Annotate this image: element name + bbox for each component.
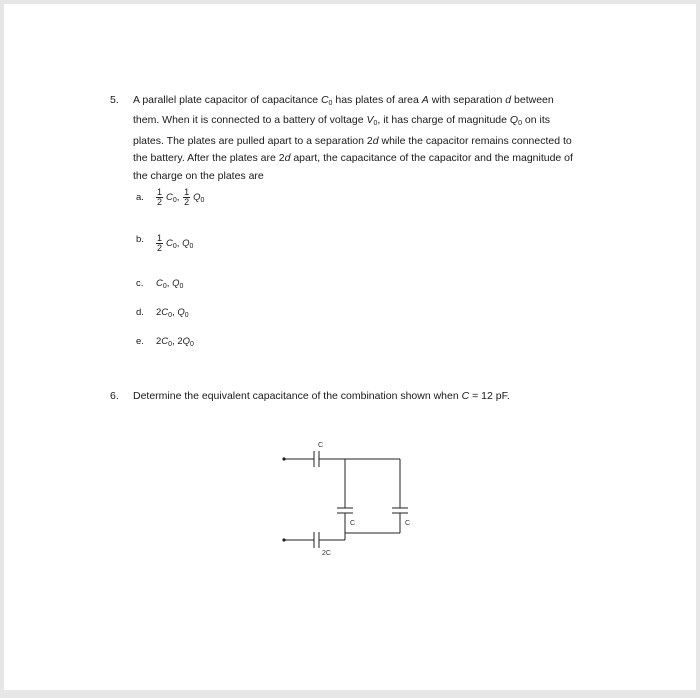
capacitor-circuit-diagram <box>280 437 440 557</box>
right-cap-label: C <box>405 520 411 527</box>
half-fraction: $\frac{1}{2}$ <box>184 187 190 207</box>
half-fraction: $\frac{1}{2}$ <box>157 233 163 253</box>
top-cap-label: C <box>318 442 324 449</box>
option-e: $2C_0$, $2Q_0$ <box>156 336 194 348</box>
question-6-number: 6. <box>110 390 119 402</box>
question-6-text: Determine the equivalent capacitance of the combination shown when C = 12 pF. <box>133 390 510 402</box>
half-fraction: $\frac{1}{2}$ <box>157 187 163 207</box>
option-a: $\frac{1}{2}$ $C_0$, $\frac{1}{2}$ $Q_0$ <box>157 187 205 207</box>
option-d-letter: d. <box>136 307 144 318</box>
document-page <box>22 12 680 684</box>
option-c-letter: c. <box>136 278 144 289</box>
q5-line-2: them. When it is connected to a battery of voltage $V_0$, it has charge of magnitude $Q_0$ on its <box>133 114 550 128</box>
mid-cap-label: C <box>350 520 356 527</box>
q5-line-5: the charge on the plates are <box>133 169 264 182</box>
q5-line-4: the battery. After the plates are 2d apart, the capacitance of the capacitor and the magnitude of <box>133 152 573 165</box>
bottom-cap-label: 2C <box>322 550 331 557</box>
top-terminal-dot <box>282 457 285 460</box>
question-5-text <box>133 92 653 185</box>
option-d: $2C_0$, $Q_0$ <box>156 307 189 319</box>
q5-line-3: plates. The plates are pulled apart to a separation 2d while the capacitor remains connected to <box>133 134 572 147</box>
question-5-number: 5. <box>110 94 119 106</box>
option-b-letter: b. <box>136 234 144 245</box>
bottom-terminal-dot <box>282 538 285 541</box>
option-c: $C_0$, $Q_0$ <box>156 278 184 290</box>
option-e-letter: e. <box>136 336 144 347</box>
q5-line-1: A parallel plate capacitor of capacitance $C_0$ has plates of area A with separation d between <box>133 94 554 107</box>
option-a-letter: a. <box>136 192 144 203</box>
option-b: $\frac{1}{2}$ $C_0$, $Q_0$ <box>157 233 194 253</box>
